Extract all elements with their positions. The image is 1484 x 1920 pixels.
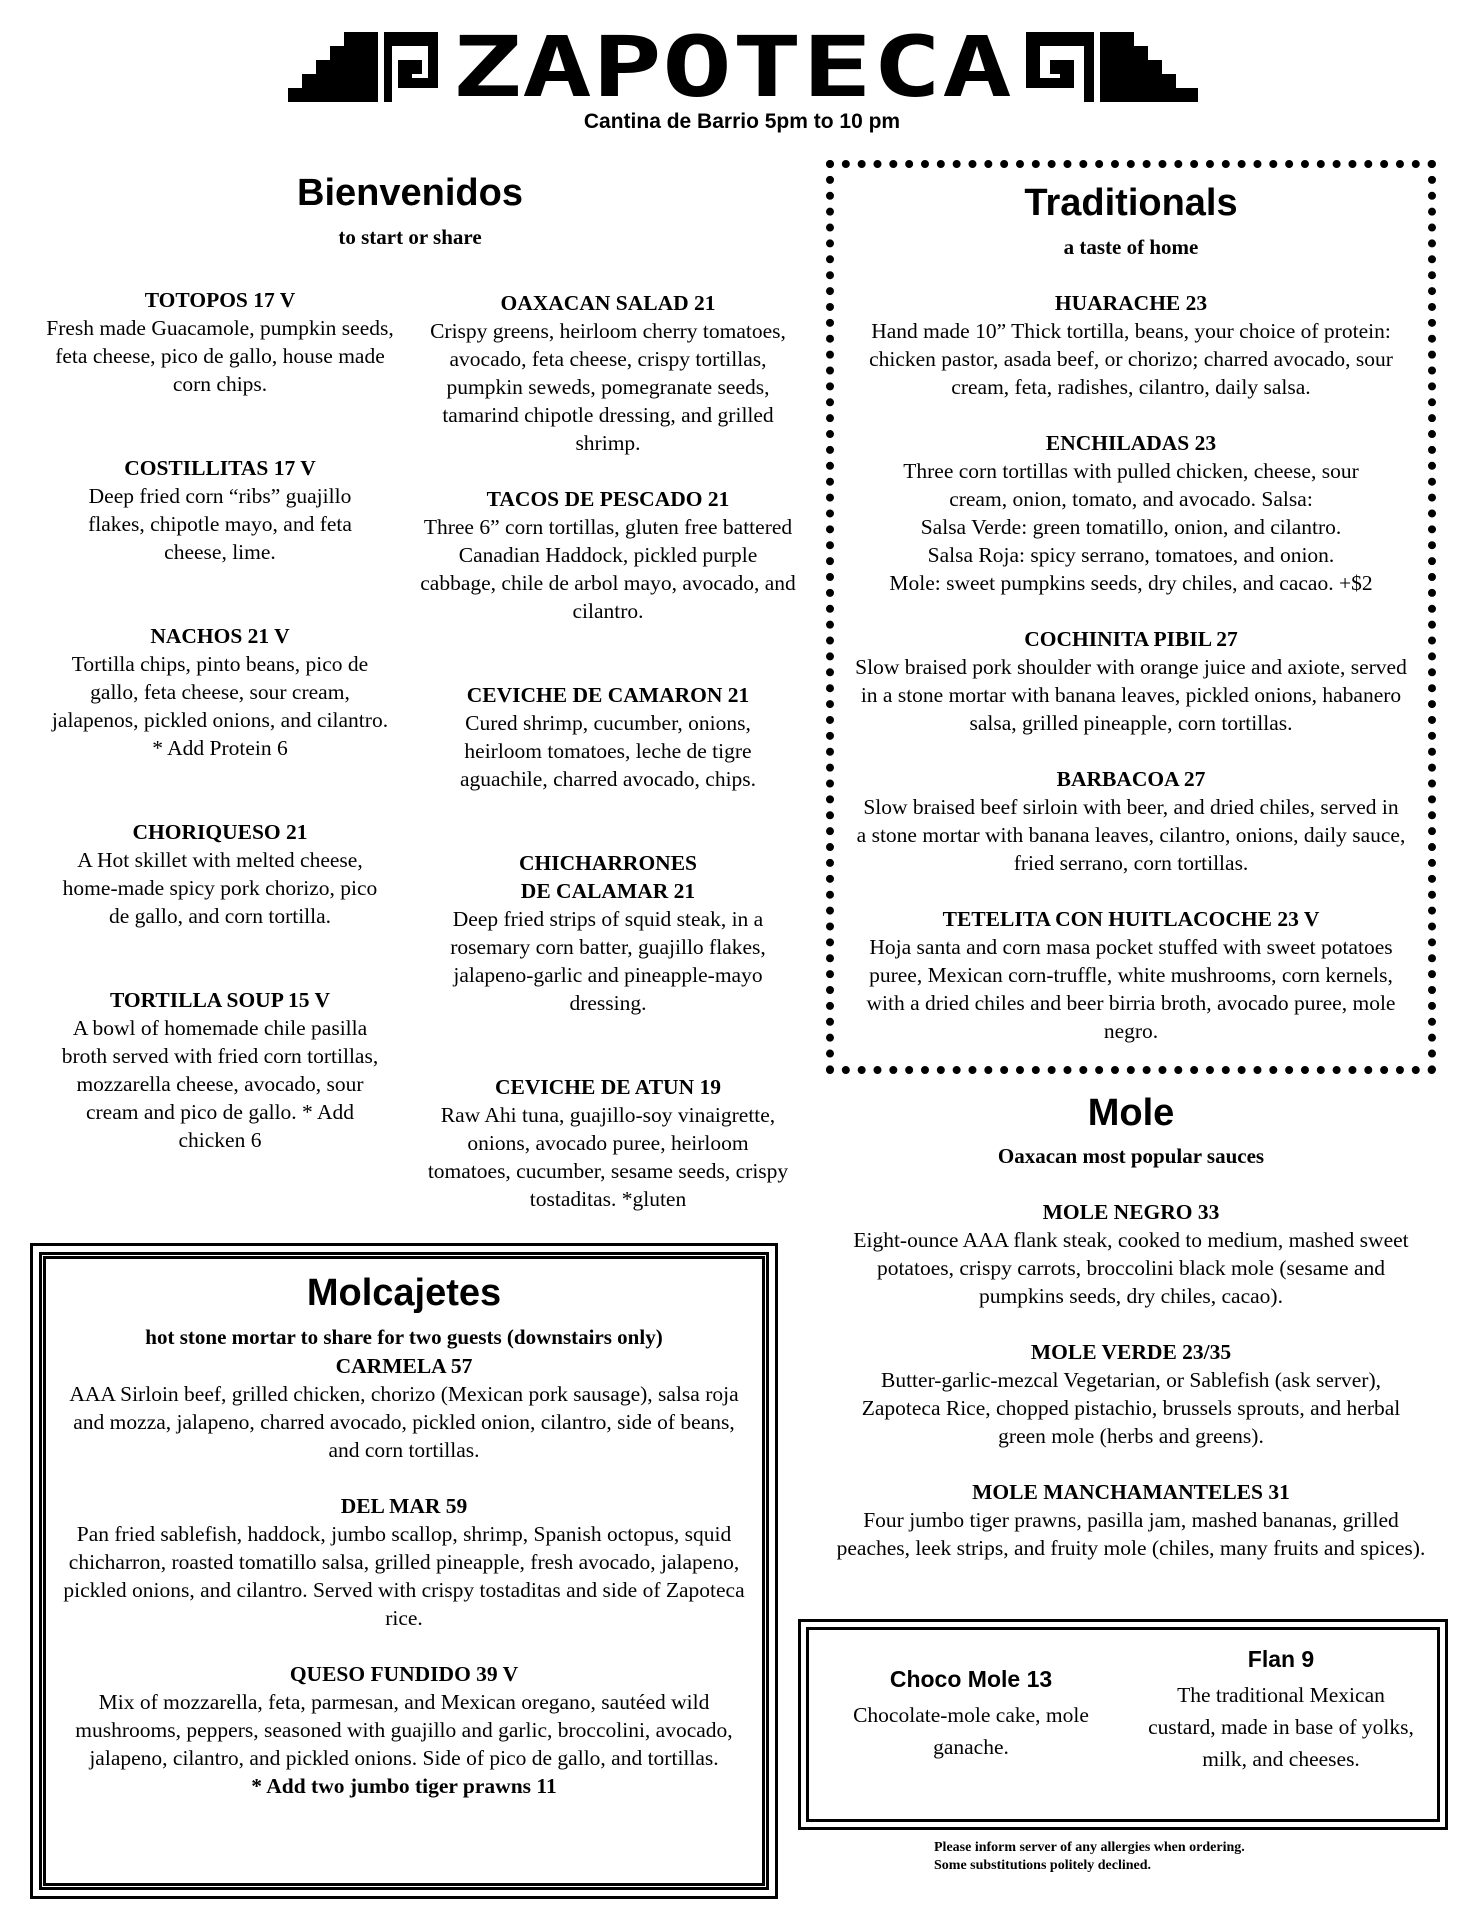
item-desc: Raw Ahi tuna, guajillo-soy vinaigrette, onions, avocado puree, heirloom tomatoes, cucumber, sesame seeds, crispy tostaditas. *gluten [427, 1103, 789, 1211]
menu-item-enchiladas [846, 429, 1416, 597]
item-desc: A Hot skillet with melted cheese, home-made spicy pork chorizo, pico de gallo, and corn tortilla. [62, 848, 378, 928]
logo-lettering: ZAPOTECA [452, 18, 1012, 102]
item-name: MOLE MANCHAMANTELES 31 [972, 1480, 1290, 1504]
item-desc: Fresh made Guacamole, pumpkin seeds, feta cheese, pico de gallo, house made corn chips. [46, 316, 394, 396]
item-desc: Three 6” corn tortillas, gluten free battered Canadian Haddock, pickled purple cabbage, chile de arbol mayo, avocado, and cilantro. [420, 515, 796, 623]
menu-item-del-mar [56, 1492, 752, 1632]
item-desc: Hoja santa and corn masa pocket stuffed with sweet potatoes puree, Mexican corn-truffle, white mushrooms, corn kernels, with a dried chiles and beer birria broth, avocado puree, mole negro. [866, 935, 1396, 1043]
item-name: ENCHILADAS 23 [1045, 431, 1217, 455]
item-desc: Slow braised beef sirloin with beer, and dried chiles, served in a stone mortar with banana leaves, cilantro, onions, daily sauce, fried serrano, corn tortillas. [856, 795, 1406, 875]
dessert-desc: The traditional Mexican custard, made in base of yolks, milk, and cheeses. [1148, 1683, 1414, 1771]
item-name: NACHOS 21 V [150, 624, 290, 648]
dessert-choco-mole [826, 1666, 1116, 1763]
item-name: CHORIQUESO 21 [132, 820, 308, 844]
molcajetes-title: Molcajetes [306, 1272, 502, 1314]
molcajetes-subtitle: hot stone mortar to share for two guests (downstairs only) [145, 1325, 663, 1349]
item-name: CARMELA 57 [335, 1354, 473, 1378]
menu-item-huarache [846, 289, 1416, 401]
menu-item-barbacoa [846, 765, 1416, 877]
menu-item-nachos [42, 622, 398, 762]
item-name: BARBACOA 27 [1056, 767, 1206, 791]
dessert-flan [1136, 1646, 1426, 1775]
item-name: TACOS DE PESCADO 21 [486, 487, 730, 511]
menu-item-tacos-de-pescado [410, 485, 806, 625]
item-desc: Crispy greens, heirloom cherry tomatoes, avocado, feta cheese, crispy tortillas, pumpkin seweds, pomegranate seeds, tamarind chipotle dressing, and grilled shrimp. [430, 319, 786, 455]
add-prawns-line: * Add two jumbo tiger prawns 11 [251, 1774, 557, 1798]
menu-item-tortilla-soup [42, 986, 398, 1154]
menu-item-mole-manchamanteles [836, 1478, 1426, 1562]
item-name: TORTILLA SOUP 15 V [109, 988, 331, 1012]
item-name: QUESO FUNDIDO 39 V [289, 1662, 519, 1686]
traditionals-subtitle: a taste of home [1063, 235, 1199, 259]
dessert-desc: Chocolate-mole cake, mole ganache. [853, 1703, 1089, 1759]
menu-item-totopos [42, 286, 398, 398]
mole-option-line: Mole: sweet pumpkins seeds, dry chiles, and cacao. +$2 [889, 571, 1373, 595]
salsa-verde-line: Salsa Verde: green tomatillo, onion, and cilantro. [920, 515, 1342, 539]
menu-item-ceviche-de-camaron [410, 681, 806, 793]
item-name: MOLE NEGRO 33 [1042, 1200, 1220, 1224]
menu-item-mole-verde [836, 1338, 1426, 1450]
mole-title: Mole [1087, 1092, 1175, 1134]
item-desc: Three corn tortillas with pulled chicken, cheese, sour cream, onion, tomato, and avocado. Salsa: [903, 459, 1359, 511]
salsa-roja-line: Salsa Roja: spicy serrano, tomatoes, and onion. [927, 543, 1335, 567]
header-subtitle: Cantina de Barrio 5pm to 10 pm [583, 110, 901, 133]
item-name: OAXACAN SALAD 21 [500, 291, 716, 315]
menu-item-carmela [56, 1352, 752, 1464]
item-desc: Tortilla chips, pinto beans, pico de gallo, feta cheese, sour cream, jalapenos, pickled onions, and cilantro. * Add Protein 6 [51, 652, 389, 760]
allergy-note: Please inform server of any allergies when ordering. Some substitutions politely declined. [934, 1840, 1245, 1873]
item-name: HUARACHE 23 [1054, 291, 1208, 315]
menu-item-cochinita-pibil [846, 625, 1416, 737]
item-desc: Mix of mozzarella, feta, parmesan, and Mexican oregano, sautéed wild mushrooms, peppers, seasoned with guajillo and garlic, broccolini, avocado, jalapeno, cilantro, and pickled onions. Side of pico de gallo, and tortillas. [75, 1690, 733, 1770]
menu-item-choriqueso [42, 818, 398, 930]
menu-item-costillitas [42, 454, 398, 566]
item-desc: Cured shrimp, cucumber, onions, heirloom tomatoes, leche de tigre aguachile, charred avocado, chips. [459, 711, 757, 791]
mole-subtitle: Oaxacan most popular sauces [997, 1144, 1265, 1168]
item-desc: AAA Sirloin beef, grilled chicken, chorizo (Mexican pork sausage), salsa roja and mozza, jalapeno, charred avocado, pickled onion, cilantro, side of beans, and corn tortillas. [69, 1382, 739, 1462]
item-name: COSTILLITAS 17 V [124, 456, 316, 480]
item-desc: Butter-garlic-mezcal Vegetarian, or Sablefish (ask server), Zapoteca Rice, chopped pistachio, brussels sprouts, and herbal green mole (herbs and greens). [861, 1368, 1401, 1448]
menu-item-tetelita [846, 905, 1416, 1045]
item-desc: Pan fried sablefish, haddock, jumbo scallop, shrimp, Spanish octopus, squid chicharron, roasted tomatillo salsa, grilled pineapple, fresh avocado, jalapeno, pickled onions, and cilantro. Served with crispy tostaditas and side of Zapoteca rice. [63, 1522, 745, 1630]
item-name: CEVICHE DE CAMARON 21 [466, 683, 750, 707]
dessert-name: Choco Mole 13 [889, 1666, 1053, 1692]
menu-item-oaxacan-salad [410, 289, 806, 457]
item-name: CHICHARRONES DE CALAMAR 21 [519, 851, 697, 903]
item-name: DEL MAR 59 [340, 1494, 468, 1518]
menu-item-ceviche-de-atun [410, 1073, 806, 1213]
item-desc: Slow braised pork shoulder with orange juice and axiote, served in a stone mortar with banana leaves, pickled onions, habanero salsa, grilled pineapple, corn tortillas. [855, 655, 1407, 735]
item-desc: A bowl of homemade chile pasilla broth served with fried corn tortillas, mozzarella cheese, avocado, sour cream and pico de gallo. * Add chicken 6 [61, 1016, 379, 1152]
traditionals-title: Traditionals [1024, 182, 1238, 224]
menu-item-queso-fundido [56, 1660, 752, 1800]
item-name: MOLE VERDE 23/35 [1030, 1340, 1232, 1364]
menu-item-chicharrones [410, 849, 806, 1017]
item-desc: Hand made 10” Thick tortilla, beans, your choice of protein: chicken pastor, asada beef, or chorizo; charred avocado, sour cream, feta, radishes, cilantro, daily salsa. [869, 319, 1393, 399]
item-desc: Deep fried strips of squid steak, in a rosemary corn batter, guajillo flakes, jalapeno-garlic and pineapple-mayo dressing. [450, 907, 766, 1015]
bienvenidos-title: Bienvenidos [297, 172, 523, 214]
menu-item-mole-negro [836, 1198, 1426, 1310]
dessert-name: Flan 9 [1247, 1646, 1315, 1672]
item-name: COCHINITA PIBIL 27 [1024, 627, 1238, 651]
item-desc: Deep fried corn “ribs” guajillo flakes, chipotle mayo, and feta cheese, lime. [88, 484, 352, 564]
bienvenidos-subtitle: to start or share [338, 225, 482, 249]
item-name: TOTOPOS 17 V [144, 288, 296, 312]
item-name: CEVICHE DE ATUN 19 [495, 1075, 721, 1099]
item-desc: Four jumbo tiger prawns, pasilla jam, mashed bananas, grilled peaches, leek strips, and fruity mole (chiles, many fruits and spices). [836, 1508, 1426, 1560]
item-desc: Eight-ounce AAA flank steak, cooked to medium, mashed sweet potatoes, crispy carrots, broccolini black mole (sesame and pumpkins seeds, dry chiles, cacao). [853, 1228, 1409, 1308]
item-name: TETELITA CON HUITLACOCHE 23 V [942, 907, 1320, 931]
zapoteca-logo [288, 18, 1198, 102]
